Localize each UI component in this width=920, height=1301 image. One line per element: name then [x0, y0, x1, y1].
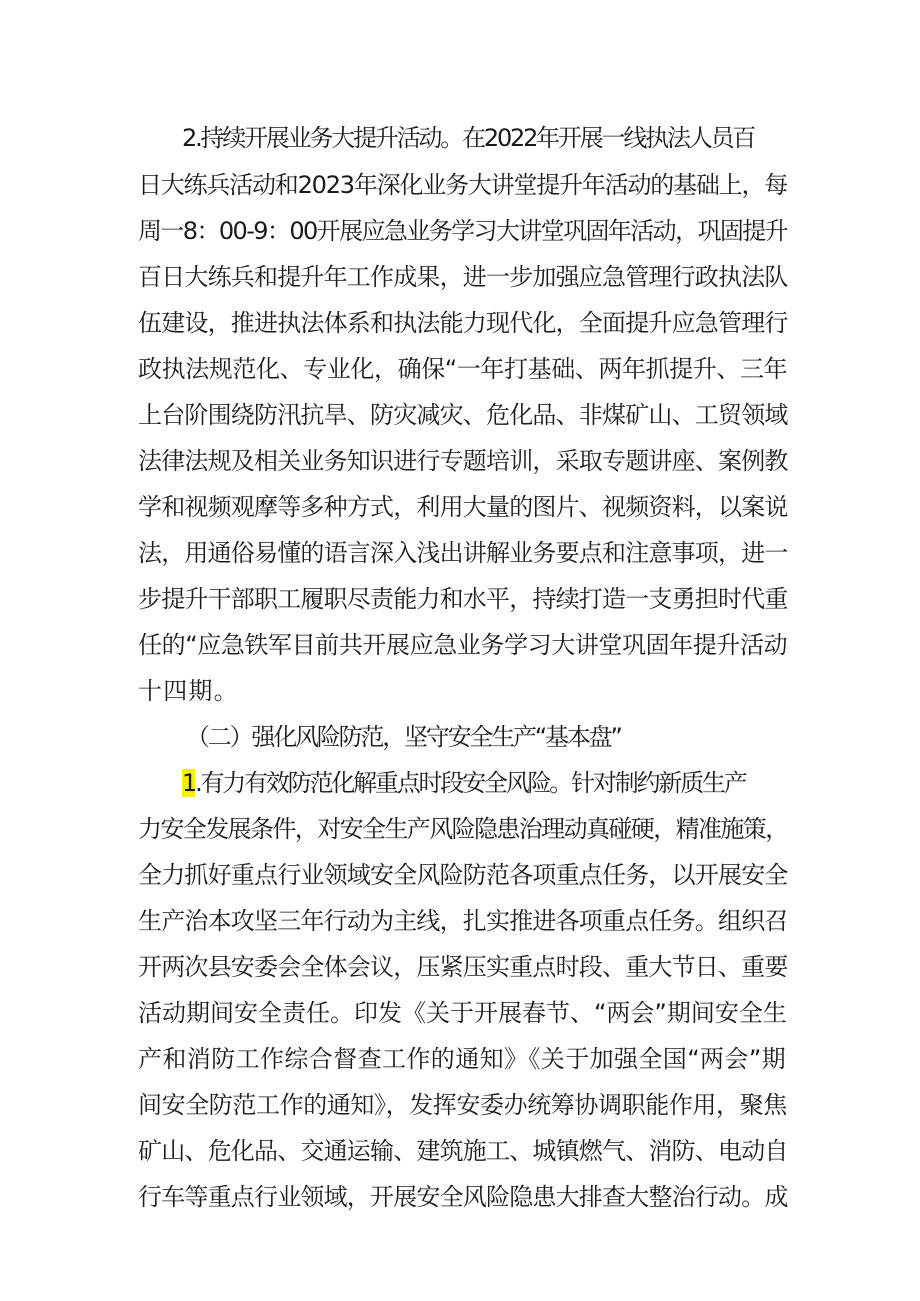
section-heading: （二）强化风险防范，坚守安全生产“基本盘”	[186, 723, 621, 751]
paragraph-line: 产和消防工作综合督查工作的通知》《关于加强全国“两会”期	[138, 1045, 787, 1073]
paragraph-line: 学和视频观摩等多种方式，利用大量的图片、视频资料，以案说	[138, 493, 788, 521]
paragraph-line: 周一8：00-9：00开展应急业务学习大讲堂巩固年活动，巩固提升	[138, 217, 788, 245]
paragraph-text: .有力有效防范化解重点时段安全风险。针对制约新质生产	[195, 769, 746, 797]
paragraph-line	[182, 768, 832, 798]
paragraph-line: 力安全发展条件，对安全生产风险隐患治理动真碰硬，精准施策，	[138, 815, 788, 843]
paragraph-line: 全力抓好重点行业领域安全风险防范各项重点任务，以开展安全	[138, 861, 788, 889]
paragraph-line: 法，用通俗易懂的语言深入浅出讲解业务要点和注意事项，进一	[138, 539, 788, 567]
paragraph-line: 活动期间安全责任。印发《关于开展春节、“两会”期间安全生	[138, 999, 787, 1027]
paragraph-line: 伍建设，推进执法体系和执法能力现代化，全面提升应急管理行	[138, 309, 788, 337]
paragraph-line: 行车等重点行业领域，开展安全风险隐患大排查大整治行动。成	[138, 1183, 788, 1211]
paragraph-line: 任的“应急铁军目前共开展应急业务学习大讲堂巩固年提升活动	[138, 631, 788, 659]
paragraph-line: 法律法规及相关业务知识进行专题培训，采取专题讲座、案例教	[138, 447, 788, 475]
paragraph-line: 生产治本攻坚三年行动为主线，扎实推进各项重点任务。组织召	[138, 907, 788, 935]
paragraph-line: 政执法规范化、专业化，确保“一年打基础、两年抓提升、三年	[138, 355, 788, 383]
paragraph-line: 矿山、危化品、交通运输、建筑施工、城镇燃气、消防、电动自	[138, 1137, 788, 1165]
paragraph-line: 步提升干部职工履职尽责能力和水平，持续打造一支勇担时代重	[138, 585, 788, 613]
paragraph-line: 2.持续开展业务大提升活动。在2022年开展一线执法人员百	[182, 124, 755, 152]
paragraph-line: 间安全防范工作的通知》，发挥安委办统筹协调职能作用，聚焦	[138, 1091, 787, 1119]
highlighted-marker: 1	[182, 769, 196, 797]
paragraph-line: 上台阶围绕防汛抗旱、防灾减灾、危化品、非煤矿山、工贸领域	[138, 401, 788, 429]
paragraph-line: 十四期。	[138, 677, 239, 705]
paragraph-line: 开两次县安委会全体会议，压紧压实重点时段、重大节日、重要	[138, 953, 788, 981]
paragraph-line: 日大练兵活动和2023年深化业务大讲堂提升年活动的基础上，每	[138, 171, 788, 199]
paragraph-line: 百日大练兵和提升年工作成果，进一步加强应急管理行政执法队	[138, 263, 788, 291]
